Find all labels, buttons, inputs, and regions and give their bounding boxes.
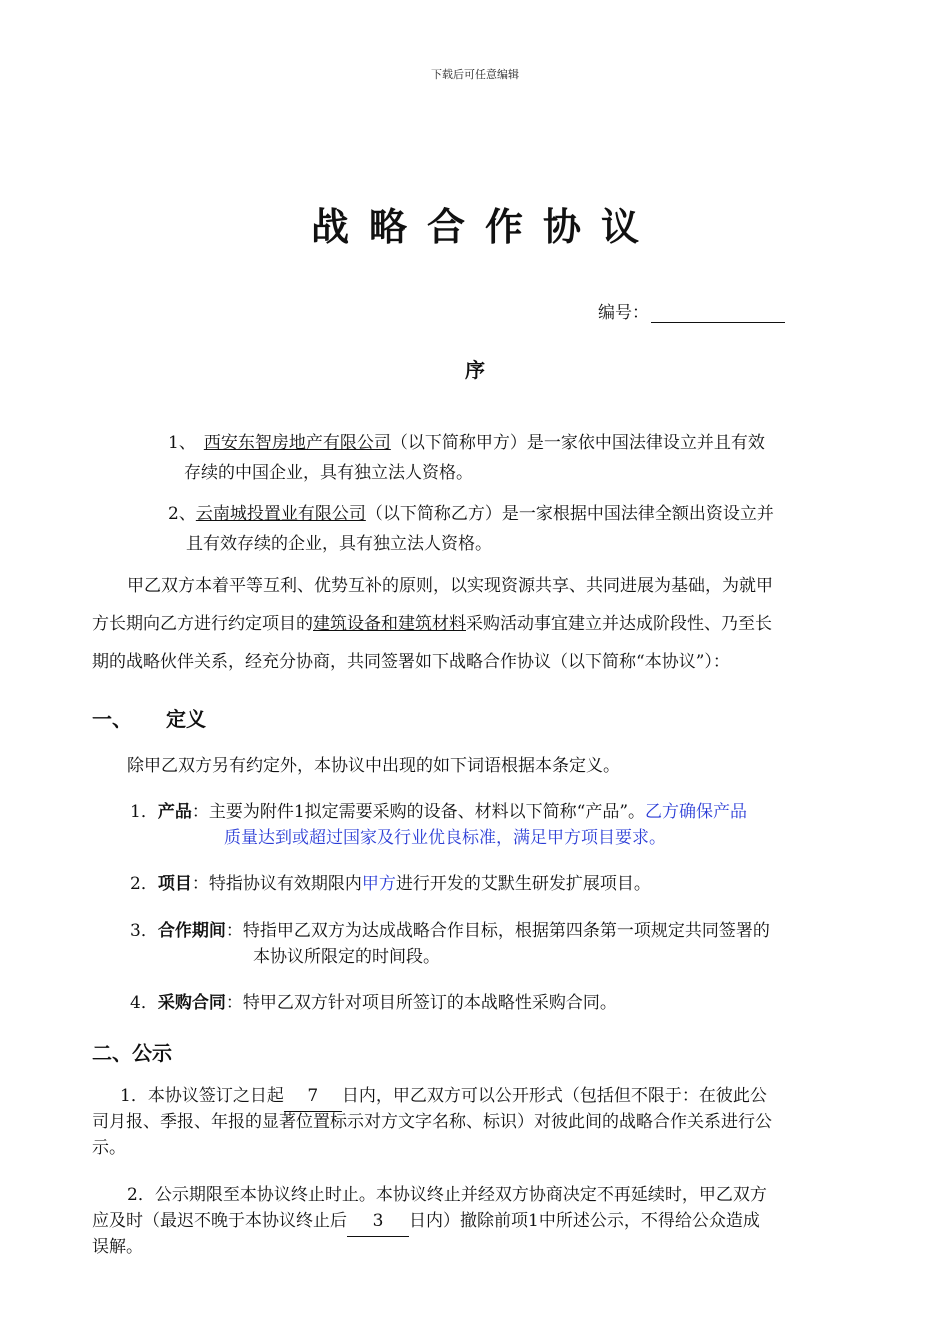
definition-1-text: 主要为附件1拟定需要采购的设备、材料以下简称“产品”。 — [208, 802, 646, 822]
definition-3-text: 特指甲乙双方为达成战略合作目标，根据第四条第一项规定共同签署的 — [242, 921, 770, 941]
publicity-2-line2 — [92, 1206, 760, 1237]
definition-2-colon: ： — [191, 874, 209, 894]
definition-item-2 — [130, 869, 651, 899]
contract-number-row — [598, 298, 785, 323]
intro-line-2a: 方长期向乙方进行约定项目的 — [92, 614, 313, 634]
publicity-clause-2: 2．公示期限至本协议终止时止。本协议终止并经双方协商决定不再延续时，甲乙双方 — [127, 1185, 767, 1205]
preface-item-1-num: 1、 — [168, 433, 196, 453]
publicity-days-field[interactable]: 7 — [284, 1081, 342, 1112]
definition-1-num: 1． — [130, 802, 158, 822]
definition-4-text: 特甲乙双方针对项目所签订的本战略性采购合同。 — [242, 993, 617, 1013]
section-1-title: 定义 — [166, 707, 206, 731]
definition-3-num: 3． — [130, 921, 158, 941]
publicity-1-a: 1．本协议签订之日起 — [120, 1086, 284, 1106]
definition-item-3 — [130, 916, 770, 946]
definition-2-term: 项目 — [157, 874, 192, 894]
definition-4-term: 采购合同 — [157, 993, 226, 1013]
preface-item-2-text: （以下简称乙方）是一家根据中国法律全额出资设立并 — [365, 504, 774, 524]
publicity-2-b: 日内）撤除前项1中所述公示，不得给公众造成 — [409, 1211, 760, 1231]
definition-3-line2: 本协议所限定的时间段。 — [253, 947, 440, 967]
contract-number-label: 编号： — [598, 303, 649, 323]
preface-item-1-line2: 存续的中国企业，具有独立法人资格。 — [184, 463, 473, 483]
publicity-2-a: 应及时（最迟不晚于本协议终止后 — [92, 1211, 347, 1231]
preface-item-2-num: 2、 — [168, 504, 196, 524]
intro-line-1: 甲乙双方本着平等互利、优势互补的原则，以实现资源共享、共同进展为基础，为就甲 — [127, 576, 773, 596]
definition-1-blue: 乙方确保产品 — [645, 802, 748, 822]
intro-line-2b: 采购活动事宜建立并达成阶段性、乃至长 — [466, 614, 772, 634]
section-1-intro: 除甲乙双方另有约定外，本协议中出现的如下词语根据本条定义。 — [127, 756, 620, 776]
definition-3-term: 合作期间 — [157, 921, 226, 941]
header-note: 下载后可任意编辑 — [431, 68, 519, 81]
contract-number-field[interactable] — [651, 304, 785, 323]
removal-days-field[interactable]: 3 — [347, 1206, 409, 1237]
party-b-name: 云南城投置业有限公司 — [195, 504, 366, 524]
publicity-2-line3: 误解。 — [92, 1237, 143, 1257]
party-a-name: 西安东智房地产有限公司 — [203, 433, 391, 453]
definition-2-num: 2． — [130, 874, 158, 894]
definition-2-blue: 甲方 — [361, 874, 396, 894]
definition-2-text2: 进行开发的艾默生研发扩展项目。 — [395, 874, 651, 894]
preface-item-1-text: （以下简称甲方）是一家依中国法律设立并且有效 — [390, 433, 765, 453]
definition-1-term: 产品 — [157, 802, 192, 822]
publicity-1-line2: 司月报、季报、年报的显著位置标示对方文字名称、标识）对彼此间的战略合作关系进行公 — [92, 1112, 772, 1132]
definition-item-4 — [130, 988, 617, 1018]
definition-1-line2: 质量达到或超过国家及行业优良标准，满足甲方项目要求。 — [224, 828, 666, 848]
preface-item-2 — [168, 499, 774, 529]
intro-highlight: 建筑设备和建筑材料 — [313, 614, 466, 634]
definition-3-colon: ： — [225, 921, 243, 941]
definition-4-num: 4． — [130, 993, 158, 1013]
intro-line-3: 期的战略伙伴关系，经充分协商，共同签署如下战略合作协议（以下简称“本协议”）： — [92, 652, 730, 672]
document-title: 战略合作协议 — [310, 205, 659, 249]
definition-4-colon: ： — [225, 993, 243, 1013]
publicity-1-b: 日内，甲乙双方可以公开形式（包括但不限于：在彼此公 — [341, 1086, 767, 1106]
preface-item-2-line2: 且有效存续的企业，具有独立法人资格。 — [186, 534, 492, 554]
definition-2-text: 特指协议有效期限内 — [208, 874, 362, 894]
publicity-1-line3: 示。 — [92, 1138, 126, 1158]
intro-line-2 — [92, 609, 772, 639]
preface-item-1 — [168, 428, 765, 458]
section-2-heading: 二、公示 — [92, 1041, 172, 1065]
section-1-heading — [92, 703, 206, 732]
preface-title: 序 — [465, 358, 485, 382]
definition-1-colon: ： — [191, 802, 209, 822]
section-1-num: 一、 — [92, 707, 132, 731]
